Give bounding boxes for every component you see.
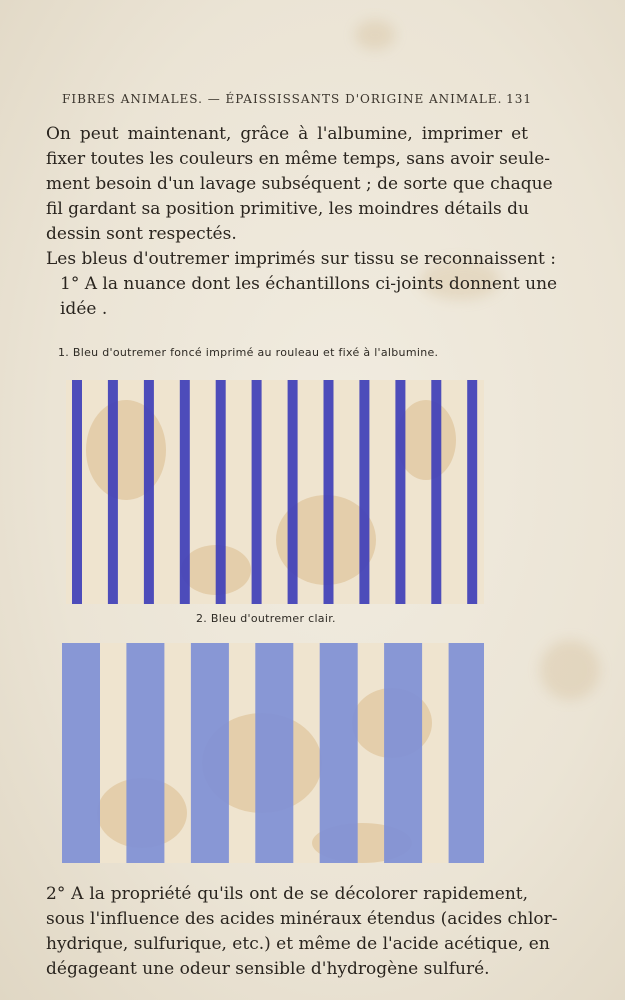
text-line: dégageant une odeur sensible d'hydrogène sulfuré. <box>46 959 490 979</box>
fabric-stain <box>86 400 166 500</box>
text-line: ment besoin d'un lavage subséquent ; de sorte que chaque <box>46 174 553 194</box>
paragraph-albumine <box>46 122 553 247</box>
stripe <box>395 380 405 604</box>
text-line: sous l'influence des acides minéraux étendus (acides chlor- <box>46 909 558 929</box>
fabric-sample-dark-blue <box>66 380 484 604</box>
sample-2-caption: 2. Bleu d'outremer clair. <box>196 612 336 625</box>
fabric-sample-light-blue-stripes <box>62 643 484 863</box>
text-line: 1° A la nuance dont les échantillons ci-joints donnent une <box>60 274 558 294</box>
stripe <box>359 380 369 604</box>
stripe <box>449 643 484 863</box>
fabric-sample-light-blue <box>62 643 484 863</box>
text-line: idée . <box>60 299 108 319</box>
text-line: dessin sont respectés. <box>46 224 237 244</box>
stripe <box>62 643 100 863</box>
paper-stain <box>540 640 600 700</box>
stripe <box>324 380 334 604</box>
text-line: 2° A la propriété qu'ils ont de se décolorer rapidement, <box>46 884 528 904</box>
stripe <box>431 380 441 604</box>
stripe <box>288 380 298 604</box>
stripe <box>126 643 164 863</box>
stripe <box>320 643 358 863</box>
stripe <box>180 380 190 604</box>
stripe <box>72 380 82 604</box>
header-title: FIBRES ANIMALES. — ÉPAISSISSANTS D'ORIGINE ANIMALE. <box>62 92 503 106</box>
stripe <box>384 643 422 863</box>
running-header <box>62 92 532 106</box>
paragraph-bleus <box>46 247 558 322</box>
stripe <box>191 643 229 863</box>
text-line: fil gardant sa position primitive, les moindres détails du <box>46 199 529 219</box>
fabric-sample-dark-blue-stripes <box>66 380 484 604</box>
sample-1-caption: 1. Bleu d'outremer foncé imprimé au rouleau et fixé à l'albumine. <box>58 346 439 359</box>
stripe <box>216 380 226 604</box>
text-line: On peut maintenant, grâce à l'albumine, imprimer et <box>46 124 528 144</box>
page-number: 131 <box>506 92 532 106</box>
stripe <box>252 380 262 604</box>
text-line: Les bleus d'outremer imprimés sur tissu se reconnaissent : <box>46 249 557 269</box>
stripe <box>144 380 154 604</box>
text-line: hydrique, sulfurique, etc.) et même de l'acide acétique, en <box>46 934 550 954</box>
stripe <box>255 643 293 863</box>
paper-stain <box>355 20 395 50</box>
stripe <box>108 380 118 604</box>
paragraph-decoloration <box>46 882 558 982</box>
stripe <box>467 380 477 604</box>
text-line: fixer toutes les couleurs en même temps, sans avoir seule- <box>46 149 551 169</box>
